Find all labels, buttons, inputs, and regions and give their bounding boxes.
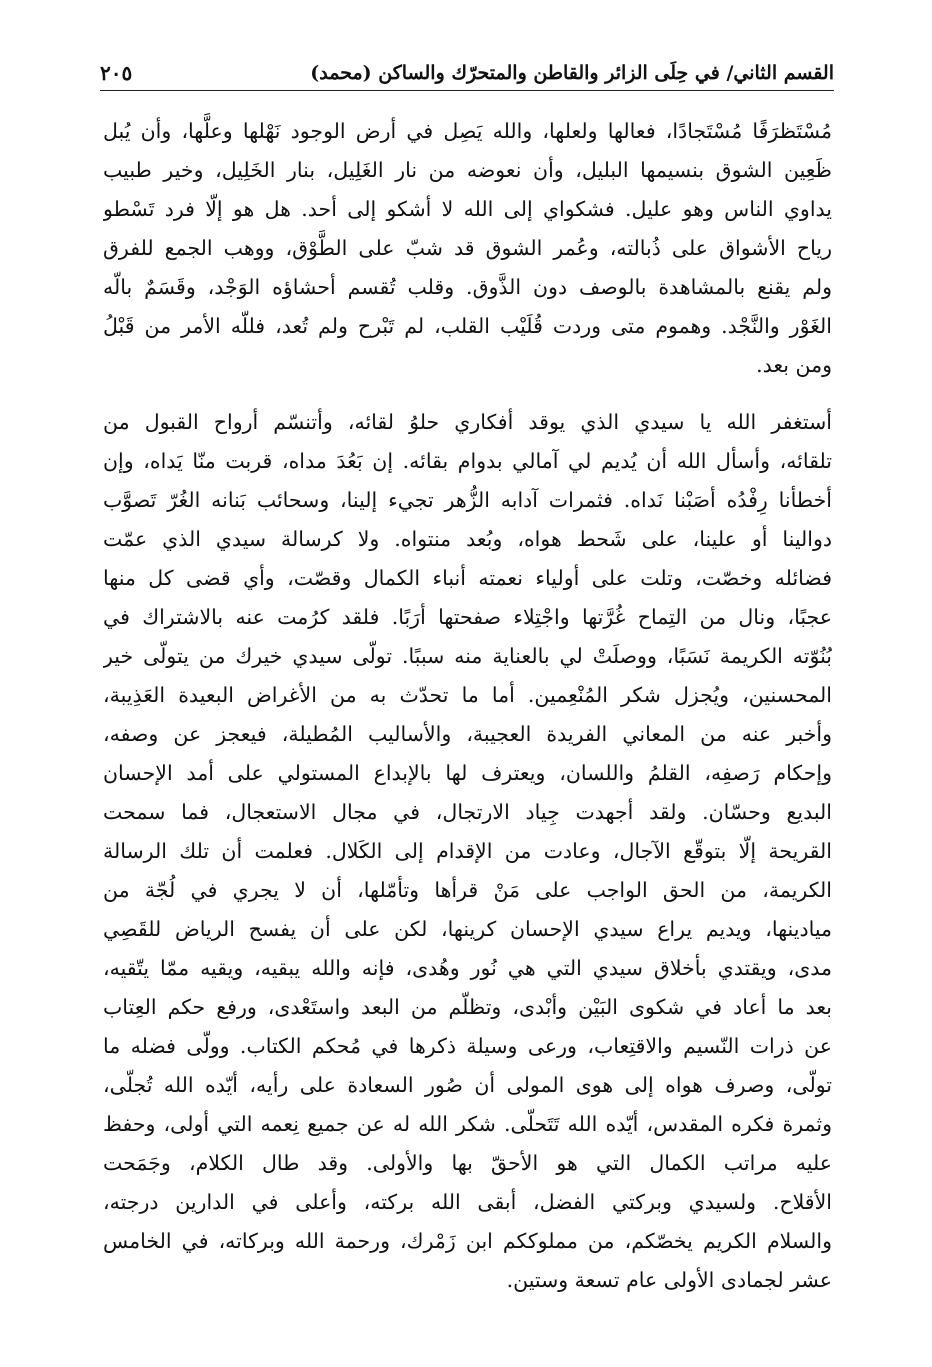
text-line: بعد ما أعاد في شكوى البَيْن وأبْدى، وتظلّم من البعد واستَعْدى، ورفع حكم العِتاب xyxy=(103,995,832,1019)
text-line: عليه مراتب الكمال التي هو الأحقّ بها والأولى. وقد طال الكلام، وجَمَحت xyxy=(103,1151,832,1175)
text-line: ولم يقنع بالمشاهدة بالوصف دون الذَّوق. وقلب تُقسم أحشاؤه الوَجْد، وقَسَمٌ بالّه xyxy=(103,275,832,299)
text-line: الغَوْر والنَّجْد. وهموم متى وردت قُلَيْب القلب، لم تَبْرح ولم تُعد، فللّه الأمر من قَبْلُ xyxy=(103,314,832,338)
text-line: مُسْتَظرَفًا مُسْتَجادًا، فعالها ولعلها، والله يَصِل في أرض الوجود نَهْلها وعلَّها، وأن يُبل xyxy=(103,119,832,143)
text-line: وإحكام رَصفِه، القلمُ واللسان، ويعترف لها بالإبداع المستولي على أمد الإحسان xyxy=(103,761,832,785)
paragraph xyxy=(103,403,832,1300)
text-line: بُنُوّته الكريمة نَسَبًا، ووصلَتْ لي بالعناية منه سببًا. تولّى سيدي خيرك من يتولّى خير xyxy=(103,644,832,668)
text-line: المحسنين، ويُجزل شكر المُنْعِمين. أما ما تحدّث به من الأغراض البعيدة العَذِيبة، xyxy=(103,683,832,707)
paragraph xyxy=(103,112,832,385)
text-line: وأخبر عنه من المعاني الفريدة العجيبة، والأساليب المُطيلة، فيعجز عن وصفه، xyxy=(103,722,832,746)
paragraph-gap xyxy=(103,385,832,403)
page-body xyxy=(103,112,832,1300)
text-line: عجبًا، ونال من التِماح غُرَّتها واجْتِلاء صفحتها أرَبًا. فلقد كرُمت عنه بالاشتراك في xyxy=(103,605,832,629)
page-number: ٢٠٥ xyxy=(100,61,133,85)
text-line: ومن بعد. xyxy=(756,353,832,377)
text-line: ظَعِين الشوق بنسيمها البليل، وأن نعوضه من نار الغَلِيل، بنار الخَلِيل، وخير طبيب xyxy=(103,158,832,182)
text-line: تلقائه، وأسأل الله أن يُديم لي آمالي بدوام بقائه. إن بَعُدَ مداه، قربت منّا يَداه، وإن xyxy=(103,449,832,473)
text-line: والسلام الكريم يخصّكم، من مملوككم ابن زَمْرك، ورحمة الله وبركاته، في الخامس xyxy=(103,1229,832,1253)
text-line: أخطأنا رِفْدُه أصَبْنا نَداه. فثمرات آدابه الزُّهر تجيء إلينا، وسحائب بَنانه الغُرّ تَصوَّب xyxy=(103,488,832,512)
text-line: يداوي الناس وهو عليل. فشكواي إلى الله لا أشكو إلى أحد. هل هو إلّا فرد تَسْطو xyxy=(103,197,832,221)
text-line: مدى، ويقتدي بأخلاق سيدي التي هي نُور وهُدى، فإنه والله يبقيه، ويقيه ممّا يتّقيه، xyxy=(103,956,832,980)
text-line: عن ذرات النّسيم والاقتِعاب، ورعى وسيلة ذكرها في مُحكم الكتاب. وولّى فضله ما xyxy=(103,1034,832,1058)
text-line: الأقلاح. ولسيدي وبركتي الفضل، أبقى الله بركته، وأعلى في الدارين درجته، xyxy=(103,1190,832,1214)
running-title: القسم الثاني/ في حِلَى الزائر والقاطن والمتحرّك والساكن (محمد) xyxy=(310,62,834,84)
running-header xyxy=(100,56,834,91)
text-line: القريحة إلّا بتوقّع الآجال، وعادت من الإقدام إلى الكَلال. فعلمت أن تلك الرسالة xyxy=(103,839,832,863)
text-line: ميادينها، ويديم يراع سيدي الإحسان كرينها، لكن على أن يفسح الرياض للقَصِي xyxy=(103,917,832,941)
text-line: تولّى، وصرف هواه إلى هوى المولى أن صُور السعادة على رأيه، أيّده الله تُجلّى، xyxy=(103,1073,832,1097)
text-line: رياح الأشواق على ذُبالته، وعُمر الشوق قد شبّ على الطَّوْق، ووهب الجمع للفرق xyxy=(103,236,832,260)
text-line: عشر لجمادى الأولى عام تسعة وستين. xyxy=(506,1268,832,1292)
text-line: وثمرة فكره المقدس، أيّده الله تَتَحلّى. شكر الله له عن جميع نِعمه التي أولى، وحفظ xyxy=(103,1112,832,1136)
text-line: أستغفر الله يا سيدي الذي يوقد أفكاري حلوُ لقائه، وأتنسّم أرواح القبول من xyxy=(103,410,832,434)
text-line: دوالينا أو علينا، على شَحط هواه، وبُعد منتواه. ولا كرسالة سيدي الذي عمّت xyxy=(103,527,832,551)
text-line: الكريمة، من الحق الواجب على مَنْ قرأها وتأمّلها، أن لا يجري في لُجّة من xyxy=(103,878,832,902)
text-line: البديع وحسّان. ولقد أجهدت جِياد الارتجال، في مجال الاستعجال، فما سمحت xyxy=(103,800,832,824)
text-line: فضائله وخصّت، وتلت على أولياء نعمته أنباء الكمال وقصّت، وأي قضى كل منها xyxy=(103,566,832,590)
